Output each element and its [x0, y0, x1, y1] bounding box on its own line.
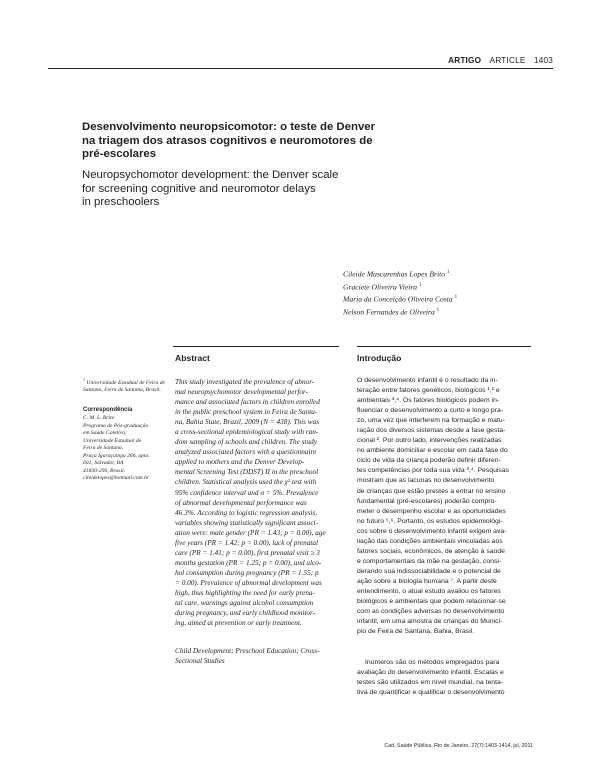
introduction-line: ciclo de vida da criança poderão definir diferen- — [357, 457, 501, 465]
introduction-line: cional ². Por outro lado, intervenções realizadas — [357, 437, 502, 445]
title-english-line: Neuropsychomotor development: the Denver scale — [82, 169, 339, 181]
keywords — [175, 646, 340, 666]
abstract-line: variables showing statistically significant associ- — [175, 518, 318, 527]
abstract-line: = 0.00). Prevalence of abnormal development was — [175, 578, 322, 587]
introduction-line: avaliação do desenvolvimento infantil. Escalas e — [357, 669, 504, 677]
abstract-line: dom sampling of schools and children. The study — [175, 438, 317, 447]
author-affiliation-mark: 1 — [446, 270, 450, 275]
introduction-line: e comportamentais da mãe na gestação, consi- — [357, 557, 502, 565]
abstract-line: ing, aimed at prevention or early treatment. — [175, 619, 302, 628]
abstract-line: This study investigated the prevalence of abnor- — [175, 378, 315, 386]
abstract-body — [175, 377, 340, 628]
author — [343, 305, 563, 318]
correspondence-line: Universidade Estadual de — [83, 437, 142, 444]
abstract-line: ation were: male gender (PR = 1.43; p = 0.00), age — [175, 528, 326, 537]
introduction-line: no ambiente domiciliar e escolar em cada fase do — [357, 447, 508, 455]
author — [343, 267, 563, 280]
author-name: Nelson Fernandes de Oliveira — [343, 307, 435, 317]
abstract-line: five years (PR = 1.42; p = 0.00), lack of prenatal — [175, 538, 319, 547]
abstract-heading: Abstract — [175, 353, 210, 363]
abstract-line: a cross-sectional epidemiological study with ran- — [175, 428, 319, 437]
introduction-line: fluenciar o desenvolvimento a curto e longo pra- — [357, 407, 504, 415]
introduction-line: cos sobre o desenvolvimento infantil exigem ava- — [357, 527, 507, 535]
affiliation-note — [83, 376, 168, 395]
introduction-line: ração dos diversos sistemas desde a fase gesta- — [357, 427, 506, 435]
abstract-line: in the public preschool system in Feira de Santa- — [175, 408, 318, 417]
author — [343, 292, 563, 305]
abstract-line: of abnormal developmental performance was — [175, 498, 307, 507]
abstract-line: high, thus highlighting the need for early prena- — [175, 588, 315, 597]
introduction-line: biológicos e ambientais que podem relacionar-se — [357, 598, 506, 606]
citation-footer: Cad. Saúde Pública, Rio de Janeiro, 27(7):1403-1414, jul, 2011 — [384, 743, 533, 749]
title-portuguese: Desenvolvimento neuropsicomotor: o teste de Denver na triagem dos atrasos cognitivos e neuromotores de pré-escolares — [82, 121, 376, 161]
abstract-line: children. Statistical analysis used the χ² test with — [175, 478, 317, 487]
introduction-line: O desenvolvimento infantil é o resultado da in- — [357, 377, 498, 384]
abstract-line: during pregnancy, and early childhood monitor- — [175, 609, 316, 618]
header-label-pt: ARTIGO — [448, 56, 482, 65]
abstract-line: 95% confidence interval and α = 5%. Prevalence — [175, 488, 319, 497]
introduction-line: entendimento, o atual estudo avaliou os fatores — [357, 587, 501, 595]
introduction-line: teração entre fatores genéticos, biológicos ¹,² e — [357, 387, 500, 395]
introduction-line: zo, uma vez que interferem na formação e matu- — [357, 417, 505, 425]
introduction-line: Inúmeros são os métodos empregados para — [365, 659, 500, 666]
abstract-line: months gestation (PR = 1.25; p = 0.00), and alco- — [175, 558, 322, 567]
introduction-line: tiva de quantificar e qualificar o desenvolvimento — [357, 689, 505, 697]
header-label-en: ARTICLE — [489, 56, 526, 65]
correspondence-address — [83, 415, 183, 483]
abstract-line: analyzed associated factors with a questionnaire — [175, 448, 317, 457]
introduction-line: no futuro ⁵,⁶. Portanto, os estudos epidemiológi- — [357, 517, 503, 525]
author-affiliation-mark: 1 — [436, 307, 440, 313]
correspondence-line: em Saúde Coletiva, — [83, 430, 127, 436]
introduction-line: testes são utilizados em nível mundial, na tenta- — [357, 679, 504, 687]
author-name: Cileide Mascarenhas Lopes Brito — [343, 269, 446, 279]
page-number: 1403 — [533, 56, 553, 65]
author-name: Graciete Oliveira Vieira — [343, 282, 418, 292]
introduction-line: infantil, em uma amostra de crianças do Municí- — [357, 618, 503, 626]
abstract-line: mal neuropsychomotor developmental perfor- — [175, 388, 309, 397]
title-english — [82, 169, 382, 210]
title-english-line: for screening cognitive and neuromotor delays — [82, 182, 316, 195]
correspondence-line: C. M. L. Brito — [83, 415, 115, 421]
correspondence-email[interactable]: cileidelopes@hotmail.com.br — [83, 475, 150, 481]
introduction-line: pio de Feira de Santana, Bahia, Brasil. — [357, 628, 475, 636]
correspondence-line: Feira de Santana. — [83, 445, 124, 451]
introduction-line: meter o desempenho escolar e as oportunidades — [357, 507, 506, 515]
introduction-line: ambientais ³,⁴. Os fatores biológicos podem in- — [357, 397, 500, 405]
author-affiliation-mark: 1 — [454, 295, 458, 301]
keywords-line: Child Development; Preschool Education; Cross- — [175, 647, 320, 655]
introduction-paragraph-1 — [357, 376, 537, 637]
abstract-line: care (PR = 1.41; p = 0.00), first prenatal visit ≥ 3 — [175, 548, 320, 557]
author — [343, 280, 563, 293]
title-english-line: in preschoolers — [82, 196, 160, 209]
introduction-divider — [357, 346, 531, 347]
header-divider — [48, 68, 553, 69]
author-list — [343, 267, 563, 317]
running-header — [448, 56, 553, 65]
correspondence-line: Programa de Pós-graduação — [83, 422, 149, 429]
introduction-line: fundamental (pré-escolares) poderão compro- — [357, 497, 497, 505]
affiliation-text: Universidade Estadual de Feira de Santana, Feira de Santana, Brasil. — [83, 379, 166, 394]
correspondence-line: 601, Salvador, BA — [83, 460, 124, 466]
introduction-line: ação sobre a biologia humana ⁷. A partir deste — [357, 577, 497, 585]
introduction-line: mostram que as lacunas no desenvolvimento — [357, 477, 495, 485]
correspondence-line: Praça Igaraçuingu 266, apto. — [83, 452, 150, 459]
keywords-line: Sectional Studies — [175, 657, 225, 666]
introduction-paragraph-2 — [357, 658, 537, 698]
introduction-line: tes competências por toda sua vida ³,⁴. Pesquisas — [357, 467, 510, 475]
introduction-line: derando sua indissociabilidade e o potencial de — [357, 567, 501, 575]
introduction-line: liação das condições ambientais vinculadas aos — [357, 537, 503, 545]
abstract-line: hol consumption during pregnancy (PR = 1.55; p — [175, 568, 319, 577]
abstract-line: applied to mothers and the Denver Develop- — [175, 458, 305, 467]
author-name: Maria da Conceição Oliveira Costa — [343, 294, 453, 304]
abstract-line: 46.3%. According to logistic regression analysis, — [175, 508, 318, 517]
abstract-divider — [173, 346, 339, 347]
author-affiliation-mark: 1 — [419, 282, 422, 288]
affiliation-mark: 1 — [83, 377, 85, 382]
introduction-line: de crianças que estão prestes a entrar no ensino — [357, 487, 506, 495]
correspondence-line: 41830-290, Brasil. — [83, 467, 126, 474]
abstract-line: tal care, warnings against alcohol consumption — [175, 599, 314, 608]
introduction-line: com as condições adversas no desenvolvimento — [357, 608, 505, 616]
abstract-line: na, Bahia State, Brazil, 2009 (N = 438). This was — [175, 418, 320, 427]
abstract-line: mance and associated factors in children enrolled — [175, 398, 320, 407]
introduction-heading: Introdução — [357, 353, 402, 363]
abstract-line: mental Screening Test (DDST) II in the preschool — [175, 468, 319, 477]
introduction-line: fatores sociais, econômicos, de atenção à saúde — [357, 547, 505, 555]
correspondence-heading: Correspondência — [83, 407, 133, 413]
